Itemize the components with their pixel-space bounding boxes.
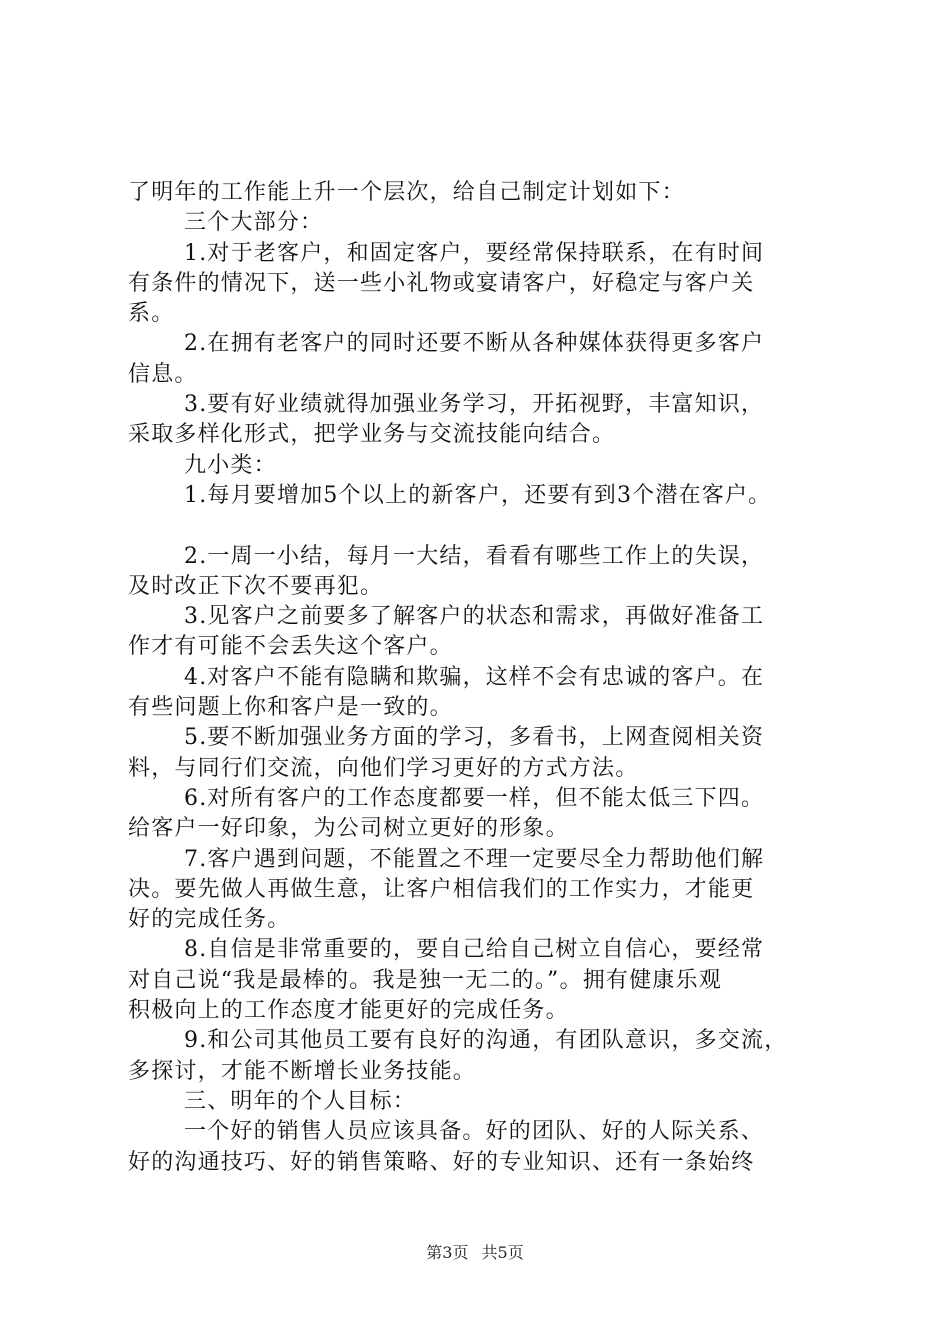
text-line: 好的完成任务。 xyxy=(128,907,291,933)
text-line: 一个好的销售人员应该具备。好的团队、好的人际关系、 xyxy=(184,1119,765,1145)
text-line: 多探讨，才能不断增长业务技能。 xyxy=(128,1058,477,1084)
text-line: 1.对于老客户，和固定客户，要经常保持联系，在有时间 xyxy=(184,240,765,266)
text-line: 及时改正下次不要再犯。 xyxy=(128,573,384,599)
text-line: 2.一周一小结，每月一大结，看看有哪些工作上的失误， xyxy=(184,543,765,569)
text-line: 5.要不断加强业务方面的学习，多看书，上网查阅相关资 xyxy=(184,725,765,751)
text-line: 系。 xyxy=(128,301,175,327)
text-line: 对自己说“我是最棒的。我是独一无二的。”。拥有健康乐观 xyxy=(128,967,722,993)
text-line: 有条件的情况下，送一些小礼物或宴请客户，好稳定与客户关 xyxy=(128,270,755,296)
text-line: 给客户一好印象，为公司树立更好的形象。 xyxy=(128,816,569,842)
text-line: 好的沟通技巧、好的销售策略、好的专业知识、还有一条始终 xyxy=(128,1149,755,1175)
text-line: 了明年的工作能上升一个层次，给自己制定计划如下： xyxy=(128,180,685,205)
text-line: 信息。 xyxy=(128,361,198,387)
text-line: 2.在拥有老客户的同时还要不断从各种媒体获得更多客户 xyxy=(184,331,765,357)
text-line: 决。要先做人再做生意，让客户相信我们的工作实力，才能更 xyxy=(128,876,755,902)
text-line: 积极向上的工作态度才能更好的完成任务。 xyxy=(128,998,569,1024)
text-line: 采取多样化形式，把学业务与交流技能向结合。 xyxy=(128,422,616,448)
page-total: 共5页 xyxy=(481,1243,524,1262)
text-line: 有些问题上你和客户是一致的。 xyxy=(128,695,453,721)
text-line: 作才有可能不会丢失这个客户。 xyxy=(128,634,453,660)
text-line: 8.自信是非常重要的，要自己给自己树立自信心，要经常 xyxy=(184,937,765,963)
text-line: 3.见客户之前要多了解客户的状态和需求，再做好准备工 xyxy=(184,604,765,630)
text-line: 9.和公司其他员工要有良好的沟通，有团队意识，多交流， xyxy=(184,1028,788,1054)
document-body xyxy=(128,178,828,1178)
text-line: 九小类： xyxy=(184,452,277,478)
text-line: 三、明年的个人目标： xyxy=(184,1088,417,1114)
text-line: 料，与同行们交流，向他们学习更好的方式方法。 xyxy=(128,755,639,781)
text-line: 6.对所有客户的工作态度都要一样，但不能太低三下四。 xyxy=(184,785,765,811)
page-number: 第3页 xyxy=(426,1243,469,1262)
text-line: 7.客户遇到问题，不能置之不理一定要尽全力帮助他们解 xyxy=(184,846,765,872)
blank-line xyxy=(128,511,828,541)
text-line: 1.每月要增加5个以上的新客户，还要有到3个潜在客户。 xyxy=(184,482,772,508)
page-footer xyxy=(0,1243,950,1263)
text-line: 4.对客户不能有隐瞒和欺骗，这样不会有忠诚的客户。在 xyxy=(184,664,765,690)
text-line: 3.要有好业绩就得加强业务学习，开拓视野，丰富知识， xyxy=(184,392,765,418)
text-line: 三个大部分： xyxy=(184,210,324,236)
